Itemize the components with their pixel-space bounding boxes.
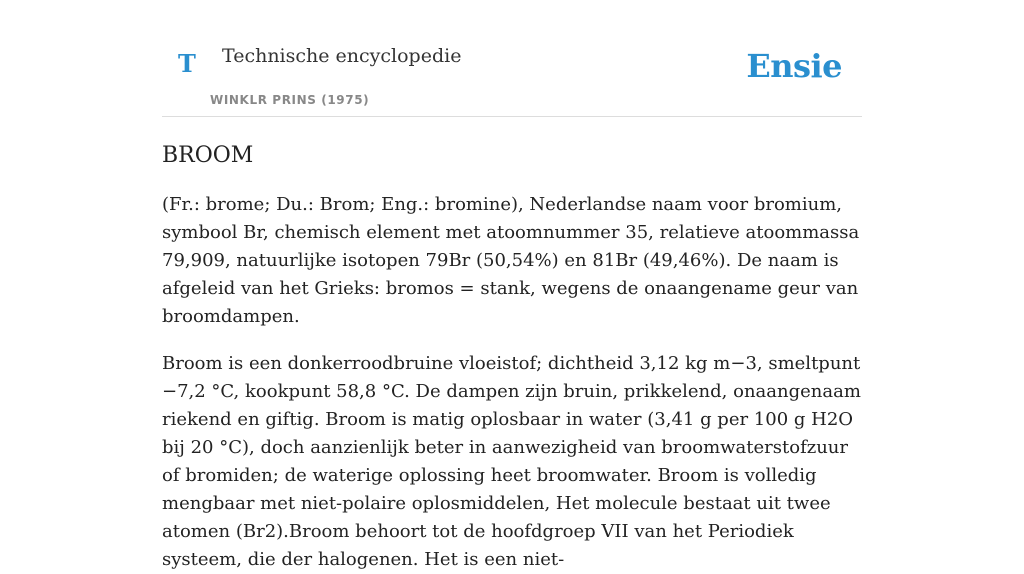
- book-subtitle: WINKLR PRINS (1975): [210, 93, 370, 107]
- header: [162, 0, 862, 117]
- article-paragraph: (Fr.: brome; Du.: Brom; Eng.: bromine), Nederlandse naam voor bromium, symbool Br, chemisch element met atoomnummer 35, relatieve atoommassa 79,909, natuurlijke isotopen 79Br (50,54%) en 81Br (49,46%). De naam is afgeleid van het Grieks: bromos = stank, wegens de onaangename geur van broomdampen.: [162, 194, 860, 328]
- book-title[interactable]: Technische encyclopedie: [222, 45, 462, 67]
- article: [162, 143, 862, 574]
- article-headword: BROOM: [162, 143, 254, 168]
- article-paragraph: Broom is een donkerroodbruine vloeistof; dichtheid 3,12 kg m−3, smeltpunt −7,2 °C, kookpunt 58,8 °C. De dampen zijn bruin, prikkelend, onaangenaam riekend en giftig. Broom is matig oplosbaar in water (3,41 g per 100 g H2O bij 20 °C), doch aanzienlijk beter in aanwezigheid van broomwaterstofzuur of bromiden; de waterige oplossing heet broomwater. Broom is volledig mengbaar met niet-polaire oplosmiddelen, Het molecule bestaat uit twee atomen (Br2).Broom behoort tot de hoofdgroep VII van het Periodiek systeem, die der halogenen. Het is een niet-: [162, 353, 861, 571]
- page: [162, 0, 862, 574]
- ensie-logo[interactable]: Ensie: [746, 47, 842, 85]
- encyclopedia-logo-icon[interactable]: T: [178, 49, 196, 78]
